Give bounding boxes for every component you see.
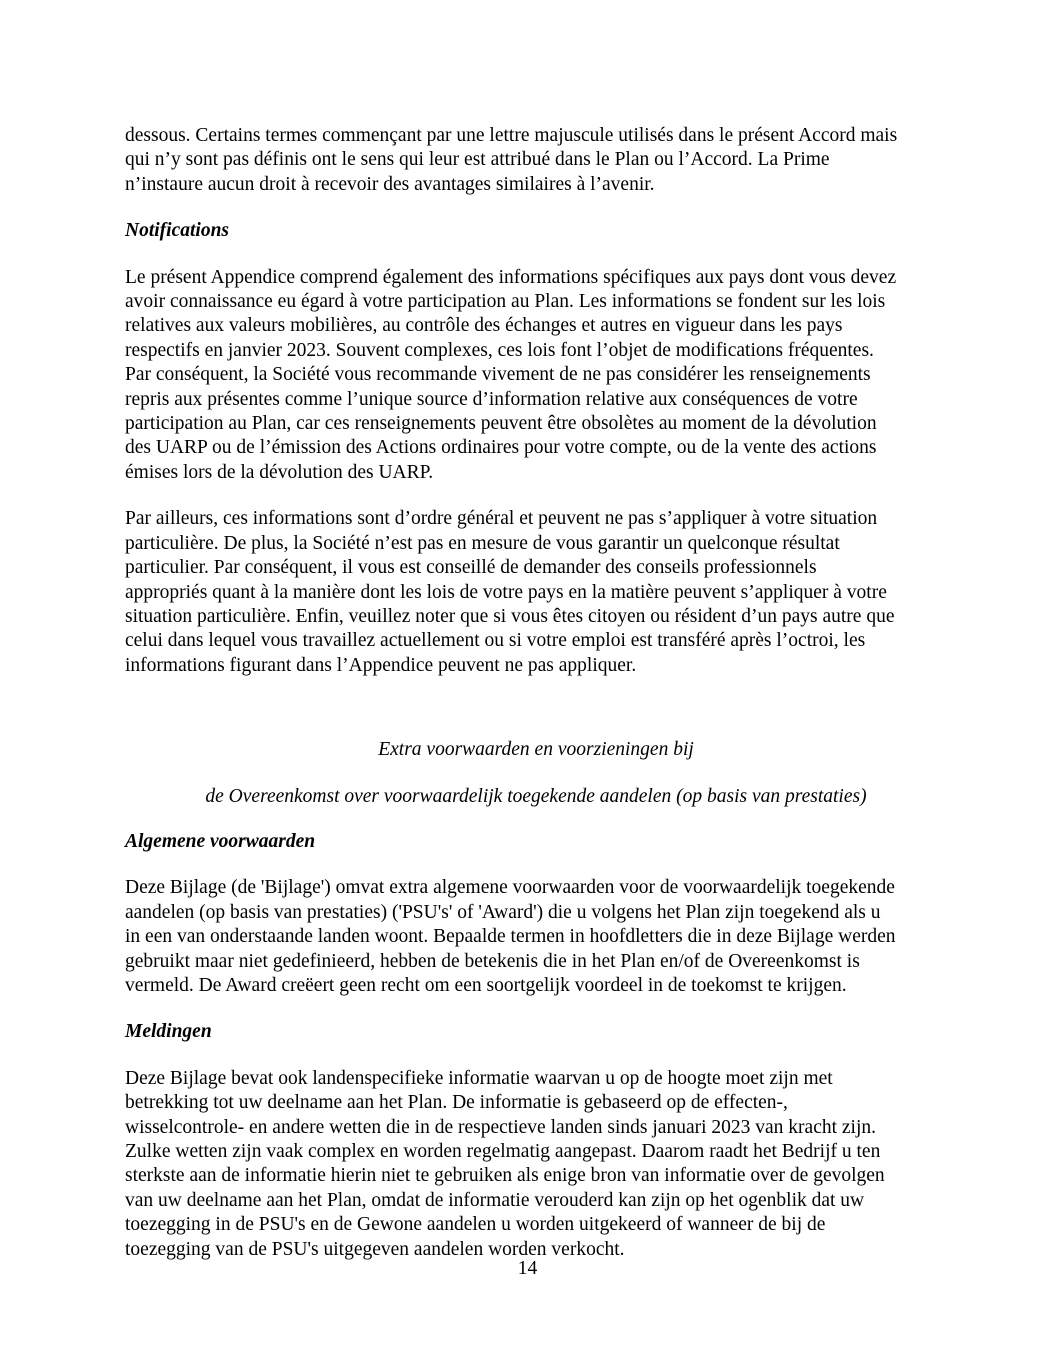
text-line: dessous. Certains termes commençant par une lettre majuscule utilisés dans le présent Accord mais [125,125,898,146]
text-line: Par ailleurs, ces informations sont d’ordre général et peuvent ne pas s’appliquer à votre situation [125,508,878,530]
text-line: particulier. Par conséquent, il vous est conseillé de demander des conseils professionnels [125,557,817,579]
text-line: Zulke wetten zijn vaak complex en worden regelmatig aangepast. Daarom raadt het Bedrijf u ten [125,1141,881,1162]
document-page [125,124,947,1262]
text-line: van uw deelname aan het Plan, omdat de informatie verouderd kan zijn op het ogenblik dat uw [125,1189,865,1211]
french-notifications-paragraph [125,266,947,486]
text-line: émises lors de la dévolution des UARP. [125,461,434,483]
text-line: des UARP ou de l’émission des Actions ordinaires pour votre compte, ou de la vente des actions [125,437,877,459]
dutch-title-line-2: de Overeenkomst over voorwaardelijk toegekende aandelen (op basis van prestaties) [205,785,867,807]
text-line: wisselcontrole- en andere wetten die in de respectieve landen sinds januari 2023 van kracht zijn. [125,1116,877,1138]
text-line: in een van onderstaande landen woont. Bepaalde termen in hoofdletters die in deze Bijlage werden [125,926,896,948]
meldingen-heading: Meldingen [125,1021,212,1043]
text-line: gebruikt maar niet gedefinieerd, hebben de betekenis die in het Plan en/of de Overeenkomst is [125,950,860,972]
text-line: n’instaure aucun droit à recevoir des avantages similaires à l’avenir. [125,173,655,195]
text-line: avoir connaissance eu égard à votre participation au Plan. Les informations se fondent sur les lois [125,291,886,313]
text-line: appropriés quant à la manière dont les lois de votre pays en la matière peuvent s’appliquer à votre [125,581,887,603]
dutch-general-paragraph [125,876,947,998]
text-line: particulière. De plus, la Société n’est pas en mesure de vous garantir un quelconque résultat [125,532,840,554]
text-line: Deze Bijlage (de 'Bijlage') omvat extra algemene voorwaarden voor de voorwaardelijk toegekende [125,877,895,899]
text-line: aandelen (op basis van prestaties) ('PSU's' of 'Award') die u volgens het Plan zijn toegekend als u [125,901,881,923]
text-line: situation particulière. Enfin, veuillez noter que si vous êtes citoyen ou résident d’un pays autre que [125,605,895,627]
page-number: 14 [517,1258,538,1279]
text-line: Par conséquent, la Société vous recommande vivement de ne pas considérer les renseignements [125,364,871,386]
text-line: respectifs en janvier 2023. Souvent complexes, ces lois font l’objet de modifications fréquentes. [125,339,874,361]
text-line: toezegging in de PSU's en de Gewone aandelen u worden uitgekeerd of wanneer de bij de [125,1214,826,1236]
text-line: vermeld. De Award creëert geen recht om een soortgelijk voordeel in de toekomst te krijgen. [125,974,847,996]
algemene-voorwaarden-heading: Algemene voorwaarden [125,830,316,852]
dutch-notices-paragraph [125,1067,947,1262]
text-line: relatives aux valeurs mobilières, au contrôle des échanges et autres en vigueur dans les pays [125,315,843,337]
french-general-paragraph [125,507,947,678]
text-line: sterkste aan de informatie hierin niet te gebruiken als enige bron van informatie over de gevolgen [125,1165,885,1187]
notifications-heading: Notifications [125,220,230,242]
text-line: repris aux présentes comme l’unique source d’information relative aux conséquences de votre [125,388,858,410]
french-intro-paragraph [125,124,947,197]
text-line: Le présent Appendice comprend également des informations spécifiques aux pays dont vous devez [125,266,897,288]
text-line: informations figurant dans l’Appendice peuvent ne pas appliquer. [125,654,637,676]
text-line: qui n’y sont pas définis ont le sens qui leur est attribué dans le Plan ou l’Accord. La Prime [125,149,830,171]
text-line: betrekking tot uw deelname aan het Plan. De informatie is gebaseerd op de effecten-, [125,1092,788,1114]
text-line: participation au Plan, car ces renseignements peuvent être obsolètes au moment de la dévolution [125,413,877,435]
text-line: Deze Bijlage bevat ook landenspecifieke informatie waarvan u op de hoogte moet zijn met [125,1067,833,1089]
text-line: toezegging van de PSU's uitgegeven aandelen worden verkocht. [125,1238,625,1260]
dutch-title-line-1: Extra voorwaarden en voorzieningen bij [378,739,694,761]
text-line: celui dans lequel vous travaillez actuellement ou si votre emploi est transféré après l’octroi, les [125,630,866,652]
